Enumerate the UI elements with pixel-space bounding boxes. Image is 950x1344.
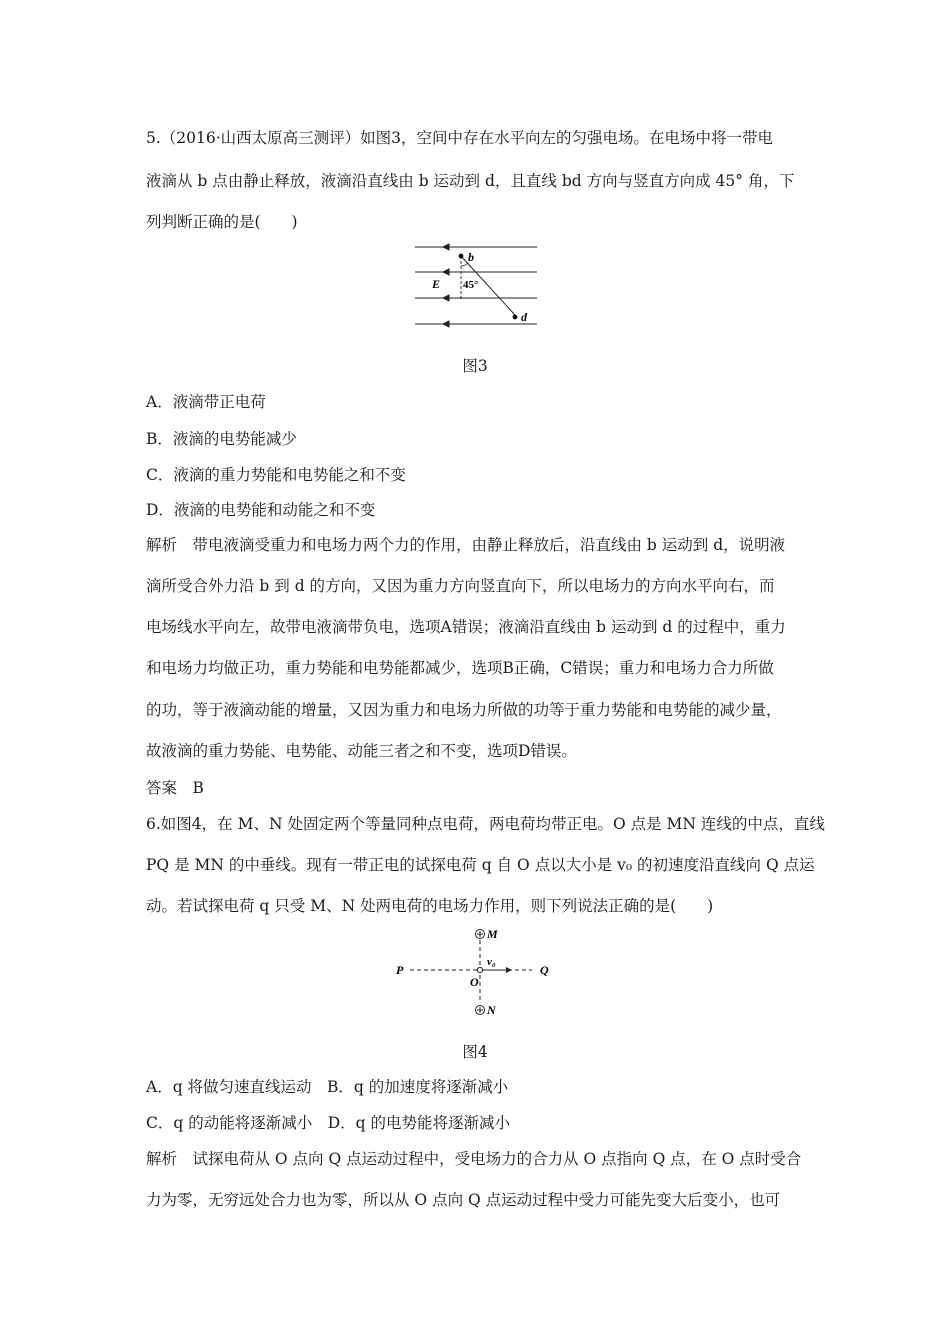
- label-O: O: [470, 975, 479, 989]
- label-N: N: [487, 1003, 496, 1017]
- test-charge-q: [477, 967, 482, 972]
- q5-analysis-line-1: 解析 带电液滴受重力和电场力两个力的作用，由静止释放后，沿直线由 b 运动到 d，说明液: [146, 536, 786, 554]
- figure-4-charges-diagram: [390, 924, 570, 1020]
- figure-3-electric-field-diagram: [405, 240, 545, 332]
- figure-4-caption: 图4: [462, 1043, 488, 1061]
- label-d: d: [521, 310, 527, 324]
- q5-option-a: A．液滴带正电荷: [146, 393, 266, 411]
- figure-3-caption: 图3: [462, 357, 488, 375]
- q5-analysis-line-2: 滴所受合外力沿 b 到 d 的方向，又因为重力方向竖直向下，所以电场力的方向水平向右，而: [146, 577, 775, 595]
- q5-stem-line-1: 5.（2016·山西太原高三测评）如图3，空间中存在水平向左的匀强电场。在电场中将一带电: [146, 129, 774, 147]
- q5-stem-line-2: 液滴从 b 点由静止释放，液滴沿直线由 b 运动到 d，且直线 bd 方向与竖直方向成 45° 角，下: [146, 172, 795, 190]
- q5-option-b: B．液滴的电势能减少: [146, 430, 297, 448]
- q6-stem-line-3: 动。若试探电荷 q 只受 M、N 处两电荷的电场力作用，则下列说法正确的是( ): [146, 897, 714, 915]
- q5-analysis-line-6: 故液滴的重力势能、电势能、动能三者之和不变，选项D错误。: [146, 742, 577, 760]
- point-b-dot: [459, 254, 464, 259]
- label-v0: v₀: [487, 956, 496, 968]
- q6-options-line-2: C．q 的动能将逐渐减小 D．q 的电势能将逐渐减小: [146, 1114, 510, 1132]
- q6-stem-line-2: PQ 是 MN 的中垂线。现有一带正电的试探电荷 q 自 O 点以大小是 v₀ 的初速度沿直线向 Q 点运: [146, 856, 815, 874]
- q5-analysis-line-3: 电场线水平向左，故带电液滴带负电，选项A错误；液滴沿直线由 b 运动到 d 的过程中，重力: [146, 618, 786, 636]
- label-b: b: [468, 250, 474, 264]
- q5-option-d: D．液滴的电势能和动能之和不变: [146, 501, 376, 519]
- q6-analysis-line-1: 解析 试探电荷从 O 点向 Q 点运动过程中，受电场力的合力从 O 点指向 Q 点，在 O 点时受合: [146, 1150, 802, 1168]
- q6-analysis-line-2: 力为零，无穷远处合力也为零，所以从 O 点向 Q 点运动过程中受力可能先变大后变小，也可: [146, 1191, 781, 1209]
- q6-options-line-1: A．q 将做匀速直线运动 B．q 的加速度将逐渐减小: [146, 1078, 509, 1096]
- label-M: M: [487, 927, 498, 941]
- label-Q: Q: [540, 963, 549, 977]
- q6-stem-line-1: 6.如图4，在 M、N 处固定两个等量同种点电荷，两电荷均带正电。O 点是 MN 连线的中点，直线: [146, 815, 825, 833]
- charge-M-plus-icon: [476, 930, 485, 939]
- point-d-dot: [513, 315, 518, 320]
- label-E: E: [432, 277, 441, 291]
- q5-analysis-line-4: 和电场力均做正功，重力势能和电势能都减少，选项B正确，C错误；重力和电场力合力所做: [146, 659, 774, 677]
- charge-N-plus-icon: [476, 1006, 485, 1015]
- label-angle: 45°: [463, 279, 479, 291]
- q5-option-c: C．液滴的重力势能和电势能之和不变: [146, 466, 406, 484]
- q5-stem-line-3: 列判断正确的是( ): [146, 213, 298, 231]
- q5-analysis-line-5: 的功，等于液滴动能的增量，又因为重力和电场力所做的功等于重力势能和电势能的减少量，: [146, 701, 782, 719]
- q5-answer: 答案 B: [146, 779, 204, 797]
- label-P: P: [396, 963, 404, 977]
